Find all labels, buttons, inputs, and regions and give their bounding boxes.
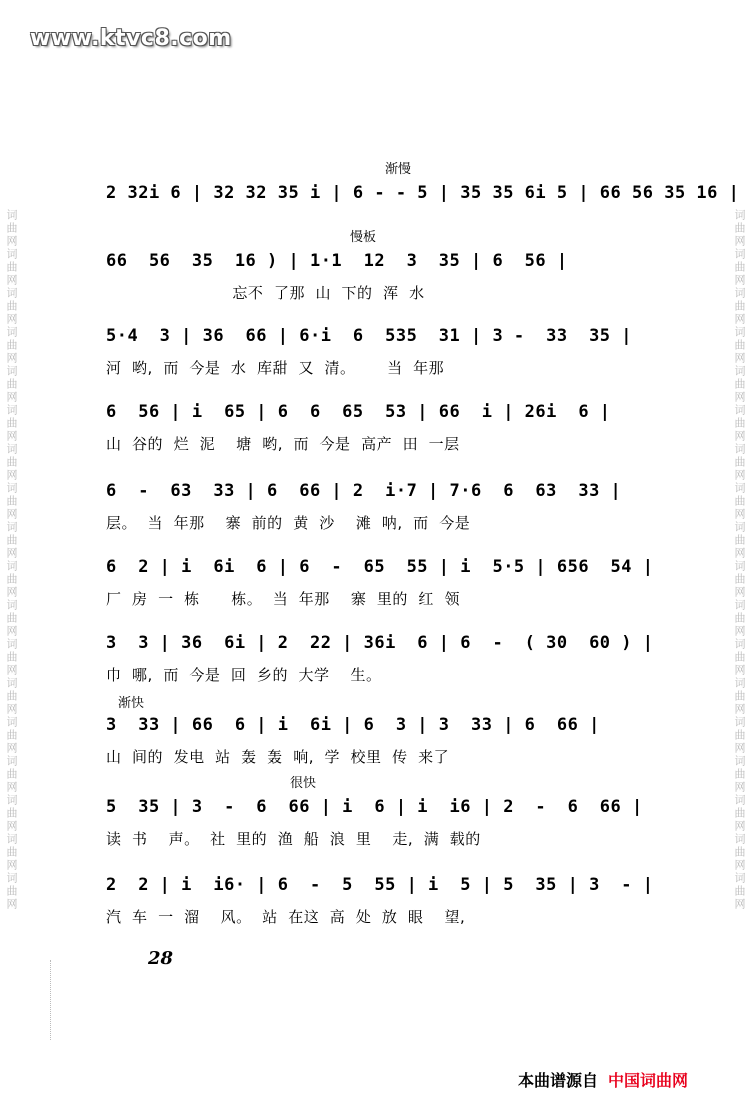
jianpu-notes: 3 3 | 36 6i | 2 22 | 36i 6 | 6 - ( 30 60 ) |	[106, 633, 654, 653]
tempo-mark-manban: 慢板	[350, 230, 377, 245]
watermark-site-url: www.ktvc8.com	[30, 26, 232, 51]
jianpu-notes: 6 56 | i 65 | 6 6 65 53 | 66 i | 26i 6 |	[106, 402, 611, 422]
lyrics: 河 哟, 而 今是 水 库甜 又 清。 当 年那	[106, 359, 445, 377]
tempo-mark-henkuai: 很快	[290, 776, 317, 791]
lyrics: 汽 车 一 溜 风。 站 在这 高 处 放 眼 望,	[106, 908, 466, 926]
jianpu-notes: 5 35 | 3 - 6 66 | i 6 | i i6 | 2 - 6 66 |	[106, 797, 643, 817]
lyrics: 忘不 了那 山 下的 浑 水	[106, 284, 425, 302]
tempo-mark-jiankuai: 渐快	[118, 696, 145, 711]
footer-brand-link[interactable]: 中国词曲网	[608, 1071, 689, 1090]
jianpu-notes: 3 33 | 66 6 | i 6i | 6 3 | 3 33 | 6 66 |	[106, 715, 600, 735]
lyrics: 读 书 声。 社 里的 渔 船 浪 里 走, 满 载的	[106, 830, 481, 848]
jianpu-notes: 66 56 35 16 ) | 1·1 12 3 35 | 6 56 |	[106, 251, 568, 271]
jianpu-notes: 2 32i 6 | 32 32 35 i | 6 - - 5 | 35 35 6i 5 | 66 56 35 16 |	[106, 183, 740, 203]
footer-source	[518, 1068, 688, 1091]
jianpu-notes: 5·4 3 | 36 66 | 6·i 6 535 31 | 3 - 33 35 |	[106, 326, 633, 346]
watermark-left-column: 词曲网词曲网词曲网词曲网词曲网词曲网词曲网词曲网词曲网词曲网词曲网词曲网词曲网词曲网词曲网词曲网词曲网词曲网	[5, 208, 18, 911]
jianpu-notes: 6 2 | i 6i 6 | 6 - 65 55 | i 5·5 | 656 54 |	[106, 557, 654, 577]
lyrics: 层。 当 年那 寨 前的 黄 沙 滩 呐, 而 今是	[106, 514, 471, 532]
page-number: 28	[148, 948, 174, 969]
tempo-mark-jianman: 渐慢	[385, 162, 412, 177]
footer-source-label: 本曲谱源自	[518, 1071, 599, 1090]
jianpu-notes: 2 2 | i i6· | 6 - 5 55 | i 5 | 5 35 | 3 - |	[106, 875, 654, 895]
jianpu-notes: 6 - 63 33 | 6 66 | 2 i·7 | 7·6 6 63 33 |	[106, 481, 622, 501]
watermark-right-column: 词曲网词曲网词曲网词曲网词曲网词曲网词曲网词曲网词曲网词曲网词曲网词曲网词曲网词曲网词曲网词曲网词曲网词曲网	[733, 208, 746, 911]
lyrics: 厂 房 一 栋 栋。 当 年那 寨 里的 红 领	[106, 590, 460, 608]
lyrics: 巾 哪, 而 今是 回 乡的 大学 生。	[106, 666, 382, 684]
lyrics: 山 间的 发电 站 轰 轰 响, 学 校里 传 来了	[106, 748, 450, 766]
lyrics: 山 谷的 烂 泥 塘 哟, 而 今是 高产 田 一层	[106, 435, 460, 453]
scan-artifact-line	[50, 960, 52, 1040]
